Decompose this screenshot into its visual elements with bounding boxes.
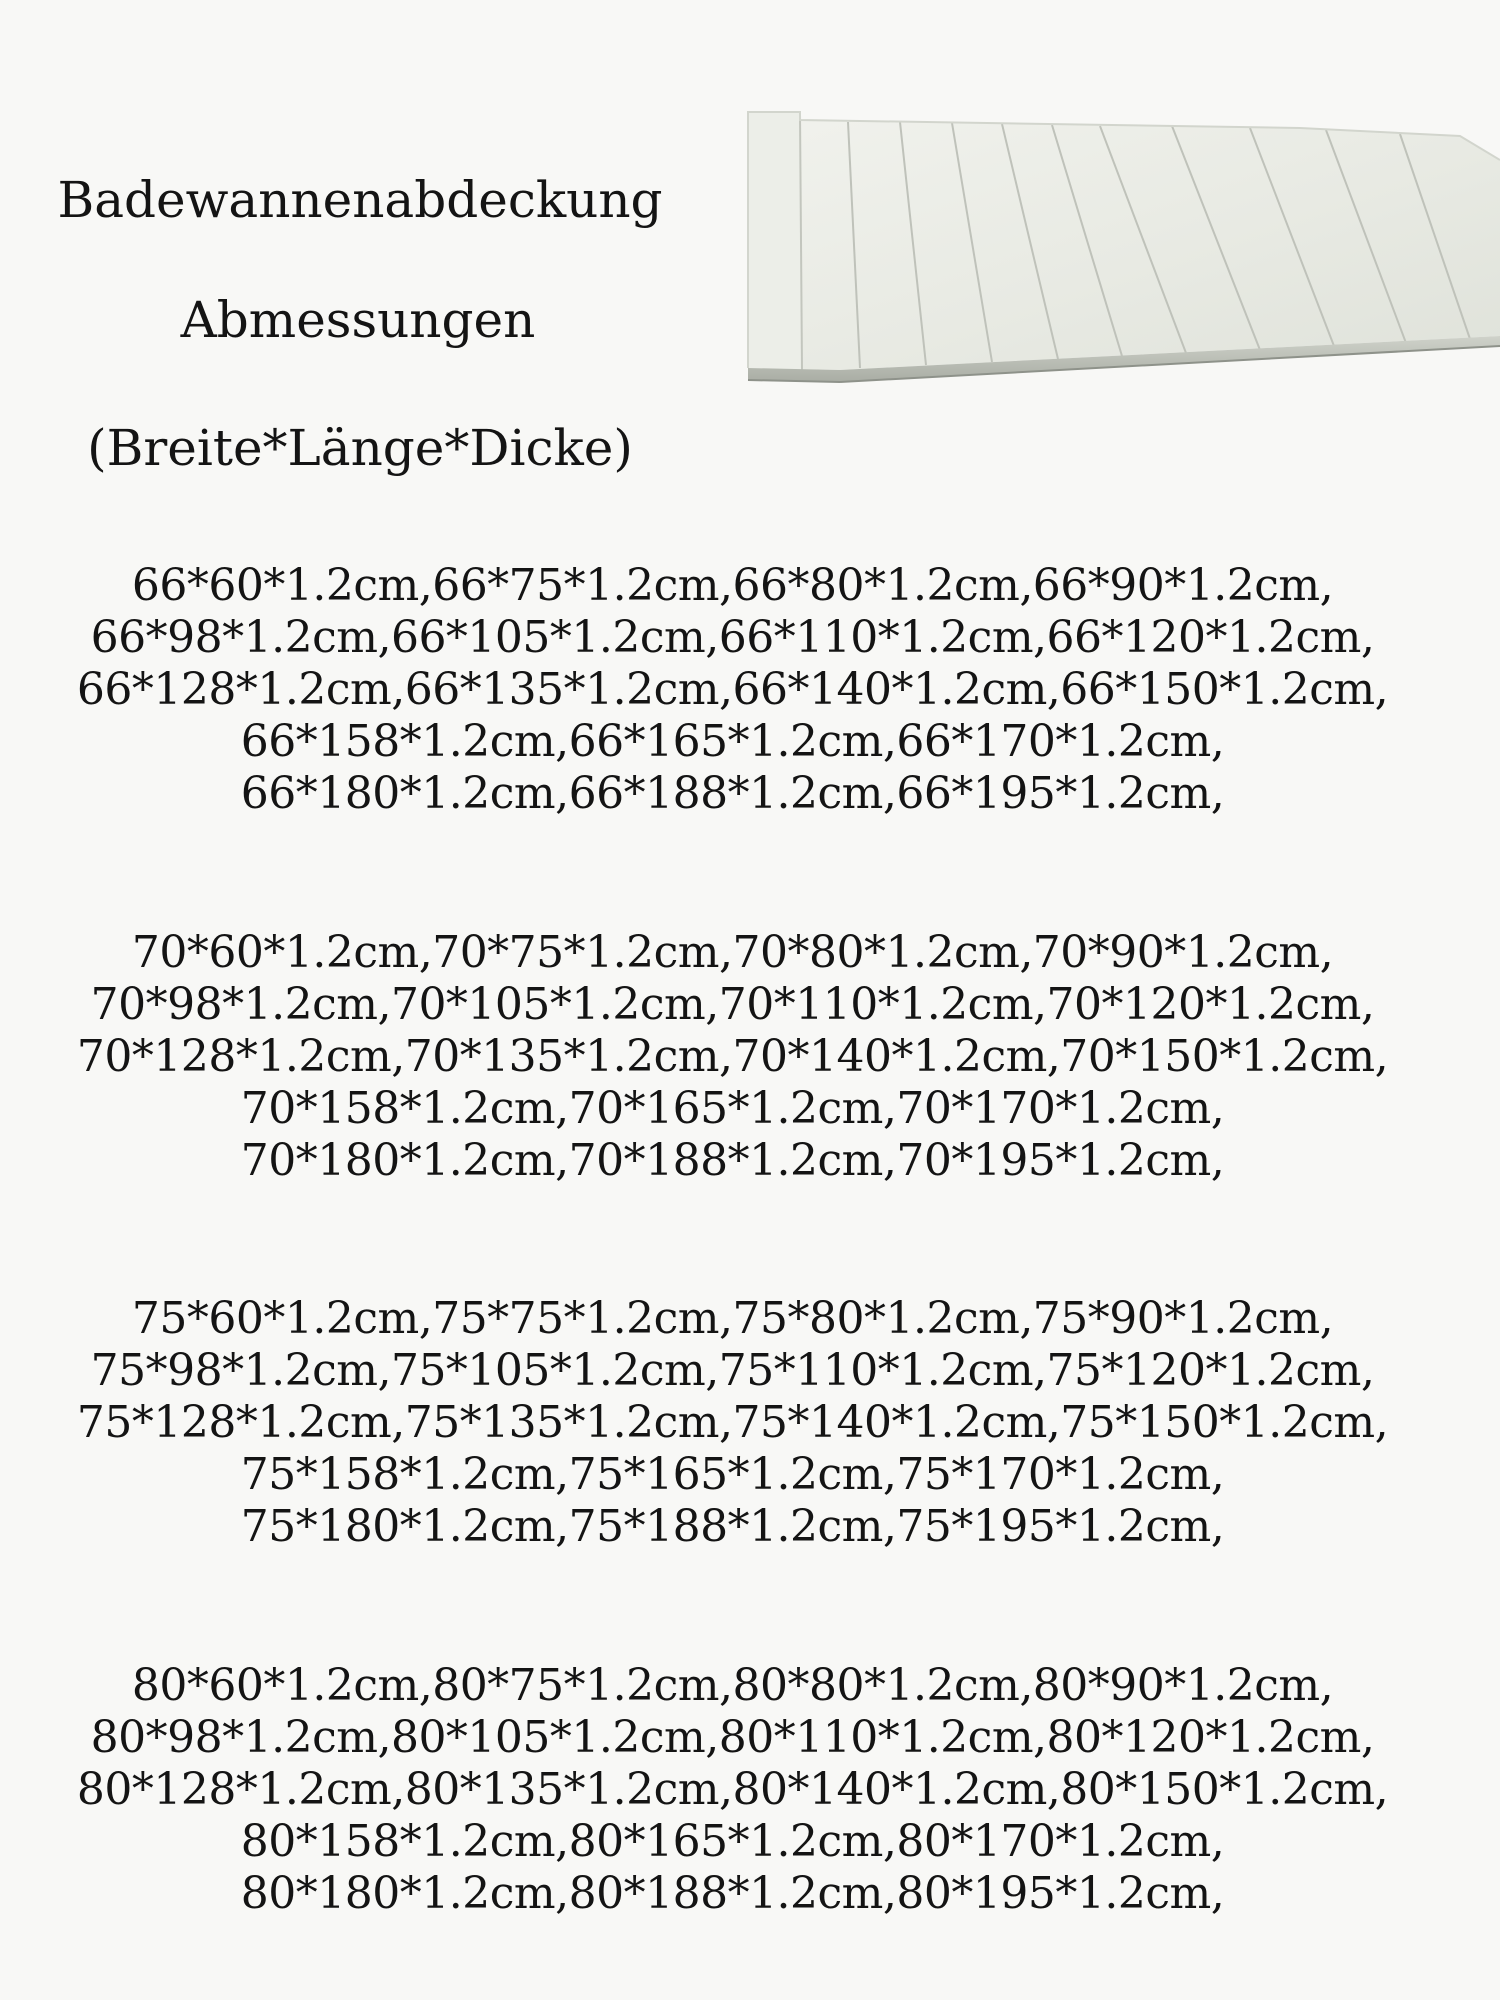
- product-title: Badewannenabdeckung: [57, 171, 663, 229]
- size-line: 75*60*1.2cm,75*75*1.2cm,75*80*1.2cm,75*90*1.2cm,: [131, 1293, 1334, 1344]
- size-line: 70*60*1.2cm,70*75*1.2cm,70*80*1.2cm,70*90*1.2cm,: [131, 927, 1334, 978]
- size-line: 70*98*1.2cm,70*105*1.2cm,70*110*1.2cm,70*120*1.2cm,: [90, 979, 1375, 1030]
- size-line: 75*158*1.2cm,75*165*1.2cm,75*170*1.2cm,: [240, 1449, 1225, 1500]
- header-text: [0, 0, 720, 500]
- size-line: 80*60*1.2cm,80*75*1.2cm,80*80*1.2cm,80*90*1.2cm,: [131, 1660, 1334, 1711]
- size-line: 75*180*1.2cm,75*188*1.2cm,75*195*1.2cm,: [240, 1501, 1225, 1552]
- size-line: 80*98*1.2cm,80*105*1.2cm,80*110*1.2cm,80*120*1.2cm,: [90, 1712, 1375, 1763]
- size-line: 70*180*1.2cm,70*188*1.2cm,70*195*1.2cm,: [240, 1135, 1225, 1186]
- size-line: 66*98*1.2cm,66*105*1.2cm,66*110*1.2cm,66*120*1.2cm,: [90, 612, 1375, 663]
- size-line: 80*180*1.2cm,80*188*1.2cm,80*195*1.2cm,: [240, 1868, 1225, 1919]
- bathtub-cover-board-icon: [740, 100, 1500, 390]
- size-line: 75*128*1.2cm,75*135*1.2cm,75*140*1.2cm,75*150*1.2cm,: [76, 1397, 1389, 1448]
- size-line: 70*128*1.2cm,70*135*1.2cm,70*140*1.2cm,70*150*1.2cm,: [76, 1031, 1389, 1082]
- dimensions-format: (Breite*Länge*Dicke): [87, 419, 633, 477]
- size-line: 75*98*1.2cm,75*105*1.2cm,75*110*1.2cm,75*120*1.2cm,: [90, 1345, 1375, 1396]
- size-line: 66*180*1.2cm,66*188*1.2cm,66*195*1.2cm,: [240, 768, 1225, 819]
- size-line: 66*128*1.2cm,66*135*1.2cm,66*140*1.2cm,66*150*1.2cm,: [76, 664, 1389, 715]
- size-line: 66*60*1.2cm,66*75*1.2cm,66*80*1.2cm,66*90*1.2cm,: [131, 560, 1334, 611]
- size-line: 80*128*1.2cm,80*135*1.2cm,80*140*1.2cm,80*150*1.2cm,: [76, 1764, 1389, 1815]
- size-line: 70*158*1.2cm,70*165*1.2cm,70*170*1.2cm,: [240, 1083, 1225, 1134]
- dimensions-heading: Abmessungen: [180, 291, 536, 349]
- size-line: 66*158*1.2cm,66*165*1.2cm,66*170*1.2cm,: [240, 716, 1225, 767]
- size-line: 80*158*1.2cm,80*165*1.2cm,80*170*1.2cm,: [240, 1816, 1225, 1867]
